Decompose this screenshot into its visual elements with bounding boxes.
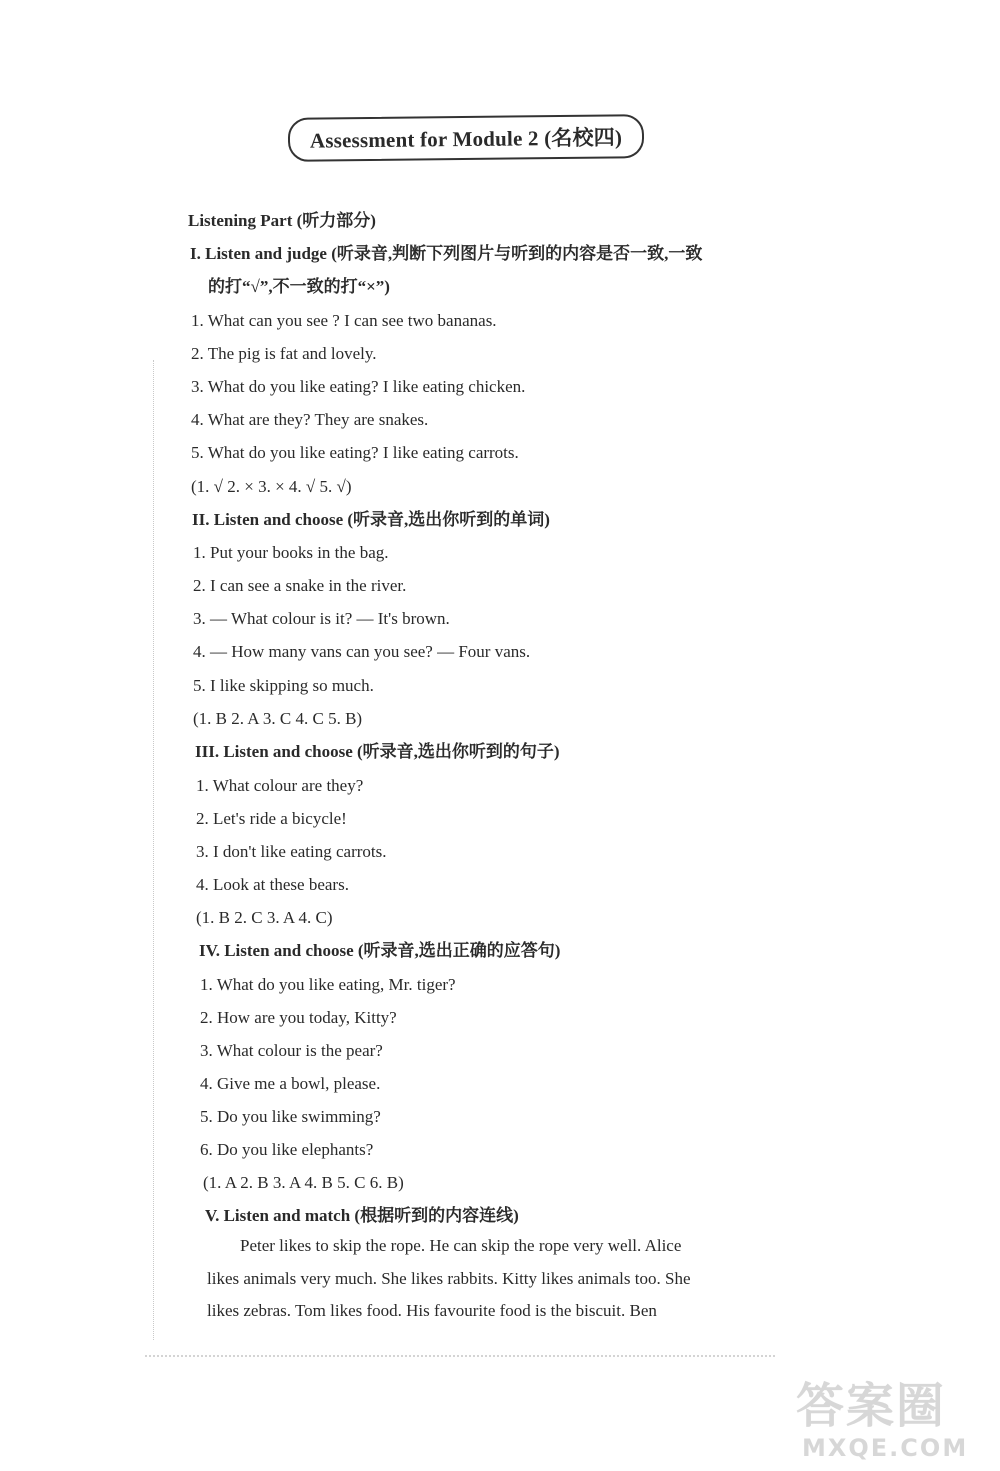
list-item: 2. I can see a snake in the river. [193,576,407,595]
section-4-header: IV. Listen and choose (听录音,选出正确的应答句) [199,941,561,960]
paragraph-line: likes animals very much. She likes rabbits. Kitty likes animals too. She [207,1269,691,1288]
paragraph-line: likes zebras. Tom likes food. His favourite food is the biscuit. Ben [207,1301,657,1320]
margin-rule [153,360,154,1340]
watermark-logo [796,1378,986,1468]
list-item: 4. What are they? They are snakes. [191,410,429,429]
list-item: 2. How are you today, Kitty? [200,1008,397,1027]
watermark-url: MXQE.COM [802,1434,969,1462]
page-title: Assessment for Module 2 (名校四) [309,125,623,153]
answer-key: (1. B 2. A 3. C 4. C 5. B) [193,709,363,728]
title-box [288,114,644,162]
listening-heading: Listening Part (听力部分) [188,211,376,230]
watermark-text: 答案圈 [796,1378,947,1434]
list-item: 2. The pig is fat and lovely. [191,344,377,363]
list-item: 4. Give me a bowl, please. [200,1074,381,1093]
list-item: 3. What do you like eating? I like eating chicken. [191,377,526,396]
list-item: 5. What do you like eating? I like eating carrots. [191,443,519,462]
list-item: 1. What colour are they? [196,776,364,795]
answer-key: (1. A 2. B 3. A 4. B 5. C 6. B) [203,1173,404,1192]
list-item: 1. What can you see ? I can see two bananas. [191,311,497,330]
section-2-header: II. Listen and choose (听录音,选出你听到的单词) [192,510,550,529]
list-item: 3. What colour is the pear? [200,1041,383,1060]
answer-key: (1. B 2. C 3. A 4. C) [196,908,333,927]
list-item: 5. Do you like swimming? [200,1107,381,1126]
footer-rule [145,1355,775,1357]
section-1-header-cont: 的打“√”,不一致的打“×”) [208,277,390,296]
list-item: 3. — What colour is it? — It's brown. [193,609,450,628]
list-item: 5. I like skipping so much. [193,676,374,695]
list-item: 1. Put your books in the bag. [193,543,389,562]
list-item: 1. What do you like eating, Mr. tiger? [200,975,456,994]
section-3-header: III. Listen and choose (听录音,选出你听到的句子) [195,742,560,761]
list-item: 4. — How many vans can you see? — Four vans. [193,642,531,661]
list-item: 4. Look at these bears. [196,875,349,894]
list-item: 6. Do you like elephants? [200,1140,374,1159]
section-5-header: V. Listen and match (根据听到的内容连线) [205,1206,519,1225]
answer-key: (1. √ 2. × 3. × 4. √ 5. √) [191,477,352,496]
paragraph-line: Peter likes to skip the rope. He can skip the rope very well. Alice [240,1236,682,1255]
list-item: 2. Let's ride a bicycle! [196,809,347,828]
list-item: 3. I don't like eating carrots. [196,842,387,861]
section-1-header: I. Listen and judge (听录音,判断下列图片与听到的内容是否一致,一致 [190,244,703,263]
